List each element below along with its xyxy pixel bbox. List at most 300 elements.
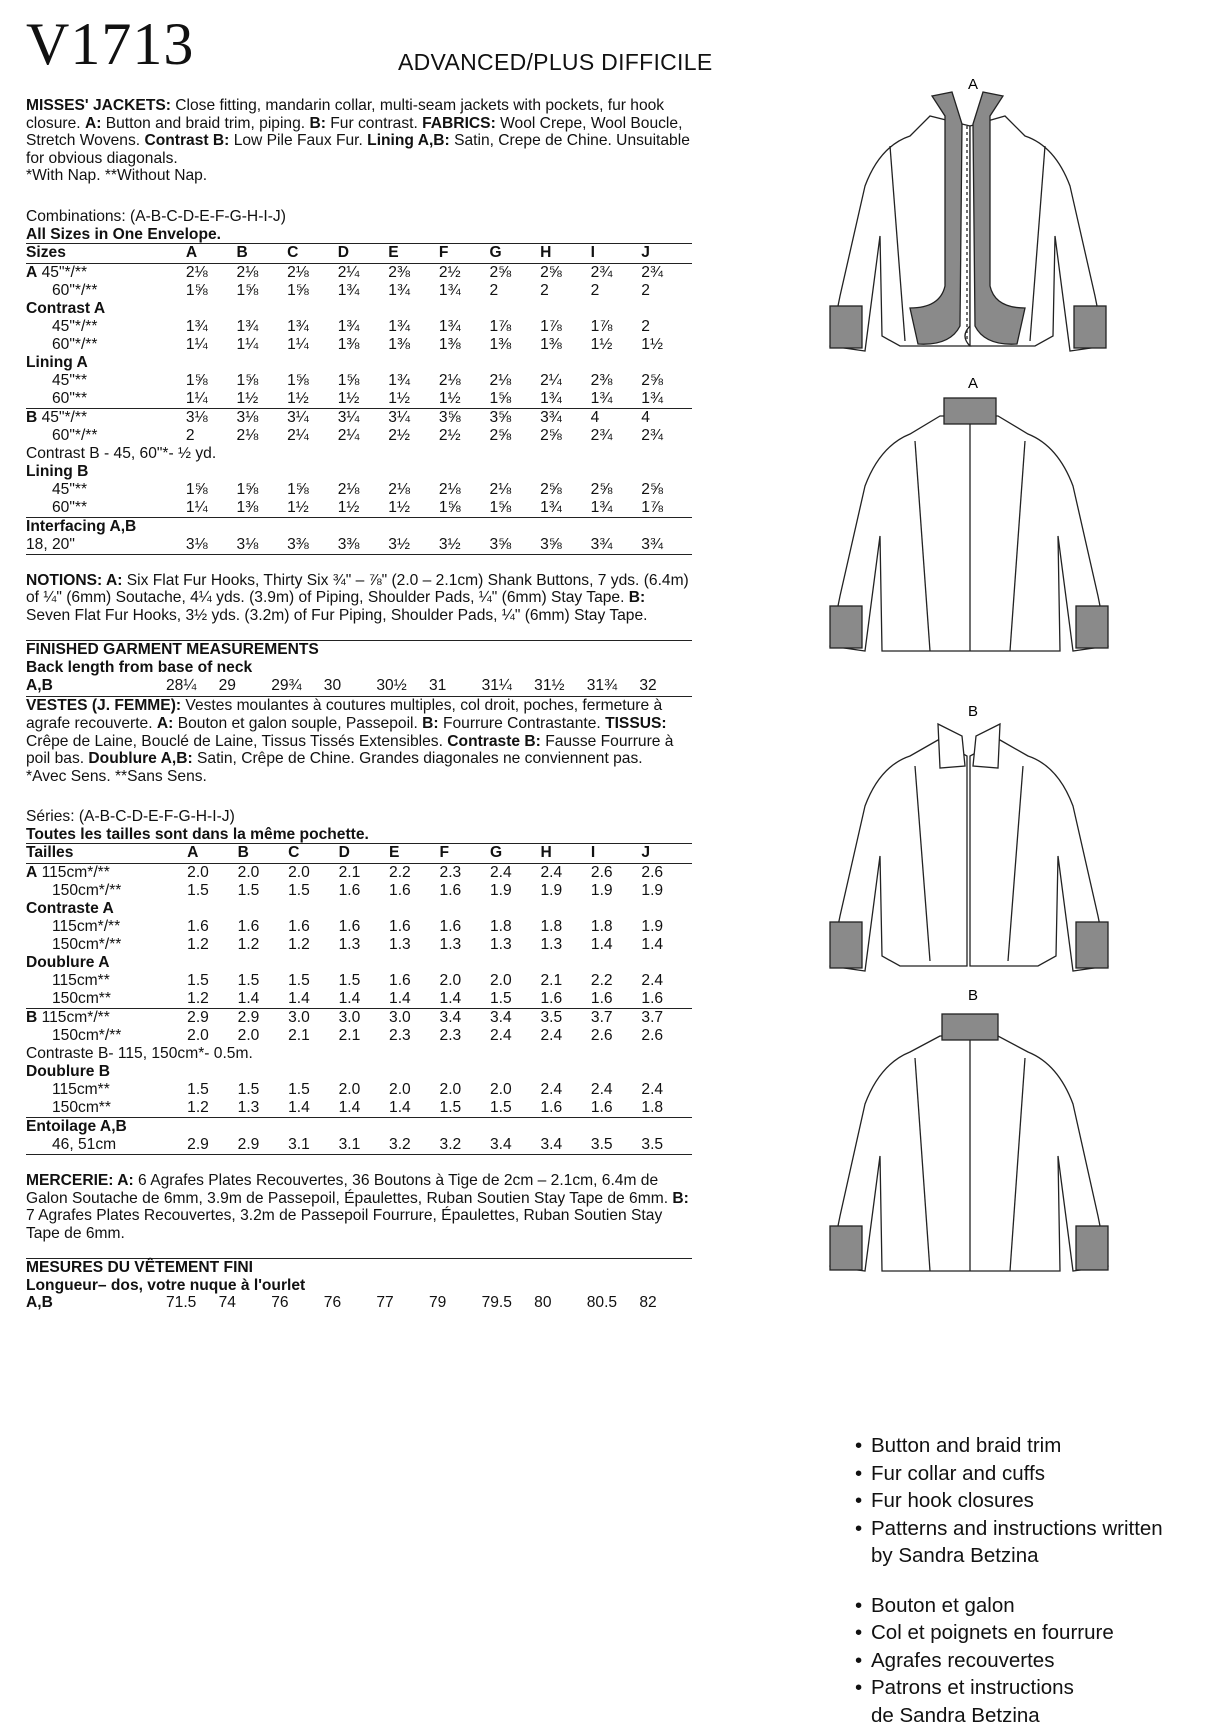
fr-cell: 1.4: [288, 1099, 310, 1117]
fr-cell: 1.6: [540, 1099, 563, 1117]
fr-cell: 2.9: [187, 1009, 237, 1028]
fr-cell: 2.0: [338, 1081, 361, 1099]
en-cell: 3¾: [540, 409, 591, 428]
en-table-row: [26, 518, 692, 537]
fr-desc-text: Vestes moulantes à coutures multiples, col droit, poches, fermeture à agrafe recouverte.: [26, 697, 663, 732]
en-notions-text-text: Seven Flat Fur Hooks, 3½ yds. (3.2m) of Fur Piping, Shoulder Pads, ¼" (6mm) Stay Tape.: [26, 606, 648, 624]
en-cell: 1¾: [388, 372, 410, 390]
fr-cell: 1.6: [338, 918, 361, 936]
en-cell: 1¾: [540, 499, 562, 517]
en-finished-title: FINISHED GARMENT MEASUREMENTS: [26, 640, 692, 659]
fr-row-label: 115cm**: [52, 1081, 110, 1099]
fr-cell: 2.4: [590, 1081, 613, 1099]
fr-measure-label: A,B: [26, 1294, 53, 1312]
en-cell: 2⅛: [236, 264, 259, 282]
fr-cell: 1.6: [439, 918, 462, 936]
en-cell: 2: [641, 318, 650, 336]
en-cell: 1½: [337, 390, 360, 408]
fr-cell: 1.8: [641, 1099, 664, 1117]
fr-cell: 1.8: [540, 918, 563, 936]
en-cell: 1⅜: [236, 499, 259, 517]
fr-desc: [26, 697, 692, 767]
fr-cell: 1.2: [187, 990, 209, 1008]
fr-measure-cell: 76: [323, 1294, 342, 1312]
fr-cell: 2.0: [237, 864, 260, 882]
fr-row-label: 150cm**: [52, 1099, 111, 1117]
left-column: [26, 97, 692, 1312]
fr-desc-bold: B:: [422, 714, 439, 732]
en-cell: 2⅝: [489, 427, 512, 445]
fr-cell: 1.5: [288, 972, 310, 990]
fr-cell: 3.5: [540, 1009, 590, 1028]
fr-measure-cell: 79: [428, 1294, 447, 1312]
features-english: [855, 1432, 1163, 1570]
fr-cell: 2.4: [540, 1081, 563, 1099]
en-size-col: I: [591, 244, 642, 264]
fr-notions-text-text: 6 Agrafes Plates Recouvertes, 36 Boutons à Tige de 2cm – 2.1cm, 6.4m de Galon Soutache de 6mm, 3.9m de Passepoil, Épaulettes, Ruban Soutien Stay Tape de 6mm.: [26, 1172, 673, 1207]
en-cell: 1¾: [388, 282, 410, 300]
fr-desc-text: Satin, Crêpe de Chine. Grandes diagonales ne conviennent pas.: [192, 750, 643, 768]
en-cell: 3⅛: [185, 536, 208, 554]
en-notions-text-text: Six Flat Fur Hooks, Thirty Six ¾" – ⅞" (2.0 – 2.1cm) Shank Buttons, 7 yds. (6.4m) of ¼" (6mm) Soutache, 4¼ yds. (3.9m) of Piping, Shoulder Pads, ¼" (6mm) Stay Tape.: [26, 571, 689, 607]
fr-cell: 3.2: [439, 1136, 462, 1154]
fr-notions-text-text: 7 Agrafes Plates Recouvertes, 3.2m de Passepoil Fourrure, Épaulettes, Ruban Soutien Stay Tape de 6mm.: [26, 1207, 663, 1242]
en-table-row: [26, 409, 692, 428]
features-french: [855, 1592, 1163, 1730]
en-cell: 2¼: [337, 427, 360, 445]
en-cell: 2⅛: [287, 264, 309, 282]
en-cell: 1¾: [287, 318, 309, 336]
fr-cell: 1.5: [338, 972, 361, 990]
fr-cell: 1.6: [389, 972, 411, 990]
fr-cell: 3.4: [489, 1136, 512, 1154]
en-table-row: [26, 300, 692, 318]
en-size-header: [26, 244, 692, 264]
fr-cell: 2.6: [590, 1027, 613, 1045]
en-cell: 2¼: [337, 264, 360, 282]
en-cell: 1¾: [337, 318, 360, 336]
en-table-row: [26, 427, 692, 445]
fr-table-row: [26, 1136, 692, 1154]
fr-combinations: Séries: (A-B-C-D-E-F-G-H-I-J): [26, 808, 235, 826]
en-table-row: [26, 354, 692, 372]
fr-cell: 1.5: [288, 882, 310, 900]
fr-table-row: [26, 1027, 692, 1045]
en-cell: 1¾: [641, 390, 663, 408]
fr-size-header: [26, 844, 692, 864]
en-cell: 1½: [641, 336, 663, 354]
fr-measure-cell: 79.5: [481, 1294, 512, 1312]
en-cell: 1¾: [337, 282, 360, 300]
en-section-label: Lining B: [26, 463, 89, 481]
en-cell: 3¼: [338, 409, 389, 428]
fr-table-row: [26, 1081, 692, 1099]
fr-cell: 1.6: [237, 918, 260, 936]
feature-item-fr: • Patrons et instructions: [855, 1674, 1163, 1702]
fr-table-row: [26, 990, 692, 1009]
en-cell: 2⅝: [590, 481, 613, 499]
en-cell: 2⅛: [236, 427, 259, 445]
en-cell: 2: [641, 282, 650, 300]
en-cell: 4: [591, 409, 642, 428]
en-cell: 1½: [590, 336, 613, 354]
en-cell: 1¼: [287, 336, 309, 354]
fr-cell: 2.0: [389, 1081, 411, 1099]
fr-cell: 1.9: [540, 882, 563, 900]
fr-cell: 3.7: [641, 1009, 692, 1028]
en-section-label: Contrast B - 45, 60"*- ½ yd.: [26, 445, 217, 463]
en-measure-cell: 30: [323, 676, 342, 694]
fr-cell: 1.5: [187, 882, 209, 900]
fr-table-row: [26, 1099, 692, 1118]
fr-size-col: F: [440, 844, 490, 864]
en-size-col: H: [540, 244, 591, 264]
fr-cell: 3.7: [591, 1009, 641, 1028]
en-cell: 2⅜: [388, 264, 410, 282]
fr-cell: 1.4: [389, 990, 411, 1008]
en-desc-bold: MISSES' JACKETS:: [26, 97, 171, 114]
fr-cell: 1.2: [187, 936, 209, 954]
fr-row-label: 150cm*/**: [52, 936, 122, 954]
fr-cell: 3.1: [338, 1136, 361, 1154]
en-cell: 1½: [236, 390, 259, 408]
en-cell: 1⅝: [489, 499, 512, 517]
fr-cell: 2.0: [288, 864, 310, 882]
french-section: [26, 696, 692, 1312]
feature-item-en: • Patterns and instructions written: [855, 1515, 1163, 1543]
fr-cell: 2.4: [540, 864, 563, 882]
en-section-label: Contrast A: [26, 300, 106, 318]
en-desc-bold: FABRICS:: [422, 114, 496, 132]
en-measure-label: A,B: [26, 676, 53, 694]
en-cell: 1¾: [388, 318, 410, 336]
jacket-a-front-illustration: [830, 92, 1106, 351]
fr-cell: 1.4: [237, 990, 260, 1008]
fr-cell: 1.9: [590, 882, 613, 900]
fr-cell: 3.1: [288, 1136, 310, 1154]
en-table-row: [26, 282, 692, 300]
en-cell: 1⅜: [540, 336, 562, 354]
en-table-row: [26, 336, 692, 354]
fr-cell: 2.6: [641, 1027, 664, 1045]
fr-desc-bold: TISSUS:: [605, 714, 667, 732]
en-cell: 1¼: [185, 390, 208, 408]
garment-illustrations: [820, 76, 1180, 1446]
en-measure-table: [26, 676, 692, 694]
en-all-sizes: All Sizes in One Envelope.: [26, 225, 221, 243]
fr-table-row: [26, 1118, 692, 1137]
fr-cell: 1.4: [439, 990, 462, 1008]
en-cell: 2⅛: [185, 264, 208, 282]
fr-cell: 1.6: [187, 918, 209, 936]
en-cell: 1⅝: [185, 481, 208, 499]
en-desc-text: Low Pile Faux Fur.: [229, 132, 368, 150]
fr-cell: 1.6: [389, 918, 411, 936]
view-label-b-front: B: [968, 703, 979, 720]
en-cell: 2: [540, 282, 549, 300]
fr-size-col: H: [540, 844, 590, 864]
fr-cell: 3.5: [590, 1136, 613, 1154]
view-label-b-back: B: [968, 987, 979, 1004]
fr-row-label: 150cm*/**: [52, 1027, 122, 1045]
en-cell: 1½: [388, 499, 410, 517]
fr-cell: 1.8: [590, 918, 613, 936]
en-cell: 1⅝: [287, 481, 309, 499]
en-cell: 3¾: [590, 536, 613, 554]
fr-cell: 1.3: [389, 936, 411, 954]
fr-section-label: Contraste B- 115, 150cm*- 0.5m.: [26, 1045, 253, 1063]
fr-cell: 1.3: [338, 936, 361, 954]
en-desc-text: Fur contrast.: [325, 114, 423, 132]
fr-cell: 3.4: [540, 1136, 563, 1154]
fr-cell: 1.5: [288, 1081, 310, 1099]
en-cell: 1¼: [185, 336, 208, 354]
fr-view-letter: B: [26, 1009, 38, 1027]
fr-cell: 1.5: [237, 882, 260, 900]
feature-item-fr: • Agrafes recouvertes: [855, 1647, 1163, 1675]
en-desc-text: Satin, Crepe de Chine. Unsuitable for obvious diagonals.: [26, 132, 690, 167]
en-cell: 1¾: [185, 318, 208, 336]
fr-cell: 2.3: [439, 1027, 462, 1045]
fr-cell: 2.4: [489, 1027, 512, 1045]
fr-cell: 2.2: [389, 864, 411, 882]
en-table-row: [26, 463, 692, 481]
en-cell: 1⅞: [590, 318, 613, 336]
english-section: [26, 97, 692, 694]
fr-row-label: 115cm*/**: [52, 918, 121, 936]
fr-table-row: [26, 918, 692, 936]
en-cell: 1¼: [185, 499, 208, 517]
en-cell: 1¼: [236, 336, 259, 354]
en-cell: 3¼: [388, 409, 439, 428]
en-desc-bold: Contrast B:: [144, 132, 230, 150]
fr-cell: 1.6: [540, 990, 563, 1008]
fr-cell: 1.2: [288, 936, 310, 954]
en-cell: 1½: [287, 499, 309, 517]
fr-section-label: Contraste A: [26, 900, 114, 918]
fr-cell: 1.9: [641, 882, 664, 900]
en-cell: 3⅝: [439, 409, 490, 428]
fr-cell: 1.6: [641, 990, 664, 1008]
fr-cell: 2.0: [489, 1081, 512, 1099]
fr-row-label: 150cm**: [52, 990, 111, 1008]
en-table-row: [26, 445, 692, 463]
fr-cell: 2.9: [187, 1136, 209, 1154]
fr-cell: 2.9: [237, 1136, 260, 1154]
fr-cell: 1.5: [237, 1081, 260, 1099]
fr-cell: 1.4: [389, 1099, 411, 1117]
feature-item-en: by Sandra Betzina: [871, 1544, 1039, 1567]
fr-cell: 2.0: [439, 1081, 462, 1099]
en-cell: 3⅜: [337, 536, 360, 554]
en-cell: 1½: [388, 390, 410, 408]
en-width: 45"*/**: [37, 409, 88, 427]
fr-cell: 1.6: [590, 1099, 613, 1117]
en-row-label: 18, 20": [26, 536, 75, 554]
fr-measure-cell: 80: [534, 1294, 552, 1312]
fr-cell: 2.0: [237, 1027, 260, 1045]
en-row-label: 60"**: [52, 499, 88, 517]
en-size-col: A: [186, 244, 237, 264]
en-cell: 1⅝: [287, 372, 309, 390]
fr-measure-cell: 74: [218, 1294, 236, 1312]
fr-cell: 1.5: [187, 972, 209, 990]
fr-cell: 3.0: [288, 1009, 338, 1028]
en-cell: 3⅛: [236, 536, 259, 554]
en-cell: 2⅜: [590, 372, 613, 390]
fr-desc-text: Bouton et galon souple, Passepoil.: [173, 714, 423, 732]
fr-desc-bold: Contraste B:: [447, 732, 541, 750]
fr-cell: 1.6: [288, 918, 310, 936]
en-row-label: 45"*/**: [52, 318, 98, 336]
fr-row-label: [26, 1009, 187, 1028]
fr-table-row: [26, 900, 692, 918]
en-size-col: Sizes: [26, 244, 186, 264]
en-cell: 1⅞: [540, 318, 562, 336]
feature-item-fr: • Bouton et galon: [855, 1592, 1163, 1620]
fr-size-col: J: [641, 844, 692, 864]
en-row-label: 45"**: [52, 372, 88, 390]
fr-row-label: 115cm**: [52, 972, 110, 990]
fr-cell: 2.0: [489, 972, 512, 990]
fr-size-col: A: [187, 844, 237, 864]
en-cell: 1⅝: [236, 481, 259, 499]
fr-size-col: C: [288, 844, 338, 864]
fr-size-col: I: [591, 844, 641, 864]
feature-item-en: • Fur collar and cuffs: [855, 1460, 1163, 1488]
fr-cell: 2.0: [439, 972, 462, 990]
en-cell: 2⅛: [489, 372, 512, 390]
en-cell: 1⅝: [185, 372, 208, 390]
en-cell: 2¼: [540, 372, 562, 390]
en-size-col: J: [641, 244, 692, 264]
en-measure-row: [26, 676, 692, 694]
en-desc-bold: A:: [84, 114, 102, 132]
fr-row-label: [26, 864, 187, 883]
fr-cell: 1.5: [489, 1099, 512, 1117]
en-cell: 1⅝: [489, 390, 512, 408]
fr-size-col: E: [389, 844, 439, 864]
en-cell: 1⅝: [236, 282, 259, 300]
en-size-col: C: [287, 244, 338, 264]
fr-cell: 1.3: [237, 1099, 260, 1117]
fr-desc-text: Fourrure Contrastante.: [438, 714, 606, 732]
fr-cell: 1.5: [237, 972, 260, 990]
en-cell: 2¾: [641, 427, 663, 445]
en-measure-cell: 32: [639, 676, 657, 694]
fr-cell: 2.4: [489, 864, 512, 882]
fr-row-label: 46, 51cm: [52, 1136, 117, 1154]
fr-width: 115cm*/**: [37, 864, 110, 882]
en-cell: 4: [641, 409, 692, 428]
en-cell: 3½: [438, 536, 461, 554]
fr-table-row: [26, 1045, 692, 1063]
en-desc-text: Wool Crepe, Wool Boucle, Stretch Wovens.: [26, 114, 683, 150]
fr-cell: 2.4: [641, 972, 664, 990]
fr-cell: 3.4: [490, 1009, 540, 1028]
en-cell: 1¾: [236, 318, 259, 336]
en-table-row: [26, 318, 692, 336]
fr-table-row: [26, 1063, 692, 1081]
en-desc: [26, 97, 692, 167]
en-view-letter: A: [26, 264, 38, 282]
fr-yardage-table: [26, 843, 692, 1154]
fr-nap-note: *Avec Sens. **Sans Sens.: [26, 767, 207, 785]
fr-section-label: Entoilage A,B: [26, 1118, 692, 1137]
fr-measure-cell: 80.5: [586, 1294, 618, 1312]
feature-item-fr: • Col et poignets en fourrure: [855, 1619, 1163, 1647]
fr-all-sizes: Toutes les tailles sont dans la même pochette.: [26, 825, 369, 843]
fr-cell: 2.1: [338, 864, 361, 882]
fr-cell: 2.1: [540, 972, 563, 990]
en-row-label: 60"**: [52, 390, 88, 408]
difficulty-label: ADVANCED/PLUS DIFFICILE: [398, 49, 713, 75]
en-cell: 2⅝: [489, 264, 512, 282]
en-row-label: 45"**: [52, 481, 88, 499]
en-cell: 2½: [438, 264, 461, 282]
en-measure-cell: 28¼: [166, 676, 197, 694]
en-desc-bold: Lining A,B:: [367, 132, 450, 150]
fr-table-row: [26, 882, 692, 900]
en-table-row: [26, 372, 692, 390]
fr-cell: 1.4: [338, 1099, 361, 1117]
en-cell: 1⅜: [438, 336, 461, 354]
fr-cell: 2.3: [439, 864, 462, 882]
en-cell: 2⅝: [641, 481, 663, 499]
fr-table-row: [26, 972, 692, 990]
en-yardage-table: [26, 243, 692, 554]
pattern-number: V1713: [26, 11, 195, 77]
fr-cell: 2.6: [641, 864, 664, 882]
en-row-label: 60"*/**: [52, 427, 98, 445]
en-cell: 1¾: [438, 282, 461, 300]
en-cell: 1⅝: [236, 372, 259, 390]
fr-width: 115cm*/**: [37, 1009, 110, 1027]
fr-size-col: G: [490, 844, 540, 864]
fr-view-letter: A: [26, 864, 38, 882]
fr-table-row: [26, 1009, 692, 1028]
en-size-col: G: [489, 244, 540, 264]
fr-cell: 2.9: [238, 1009, 288, 1028]
fr-cell: 2.3: [389, 1027, 411, 1045]
fr-desc-bold: A:: [156, 714, 174, 732]
en-cell: 3½: [388, 536, 410, 554]
en-cell: 1¾: [590, 499, 613, 517]
en-cell: 2: [489, 282, 499, 300]
fr-cell: 1.9: [641, 918, 664, 936]
en-cell: 2⅛: [438, 481, 461, 499]
en-size-col: F: [439, 244, 490, 264]
en-desc-bold: B:: [309, 114, 326, 132]
en-table-row: [26, 499, 692, 518]
fr-measure-cell: 76: [271, 1294, 289, 1312]
en-notions-text-bold: NOTIONS: A:: [26, 571, 123, 589]
en-view-letter: B: [26, 409, 38, 427]
fr-desc-bold: Doublure A,B:: [88, 750, 193, 768]
en-measure-cell: 29¾: [271, 676, 302, 694]
en-cell: 1½: [337, 499, 360, 517]
en-cell: 2¾: [590, 427, 613, 445]
fr-measure-cell: 71.5: [166, 1294, 197, 1312]
en-cell: 2⅝: [540, 264, 562, 282]
fr-cell: 1.2: [187, 1099, 209, 1117]
en-cell: 1⅝: [337, 372, 360, 390]
en-cell: 3⅜: [287, 536, 309, 554]
fr-cell: 3.0: [339, 1009, 389, 1028]
en-measure-cell: 31: [428, 676, 447, 694]
fr-cell: 2.1: [338, 1027, 361, 1045]
fr-cell: 2.0: [187, 1027, 209, 1045]
